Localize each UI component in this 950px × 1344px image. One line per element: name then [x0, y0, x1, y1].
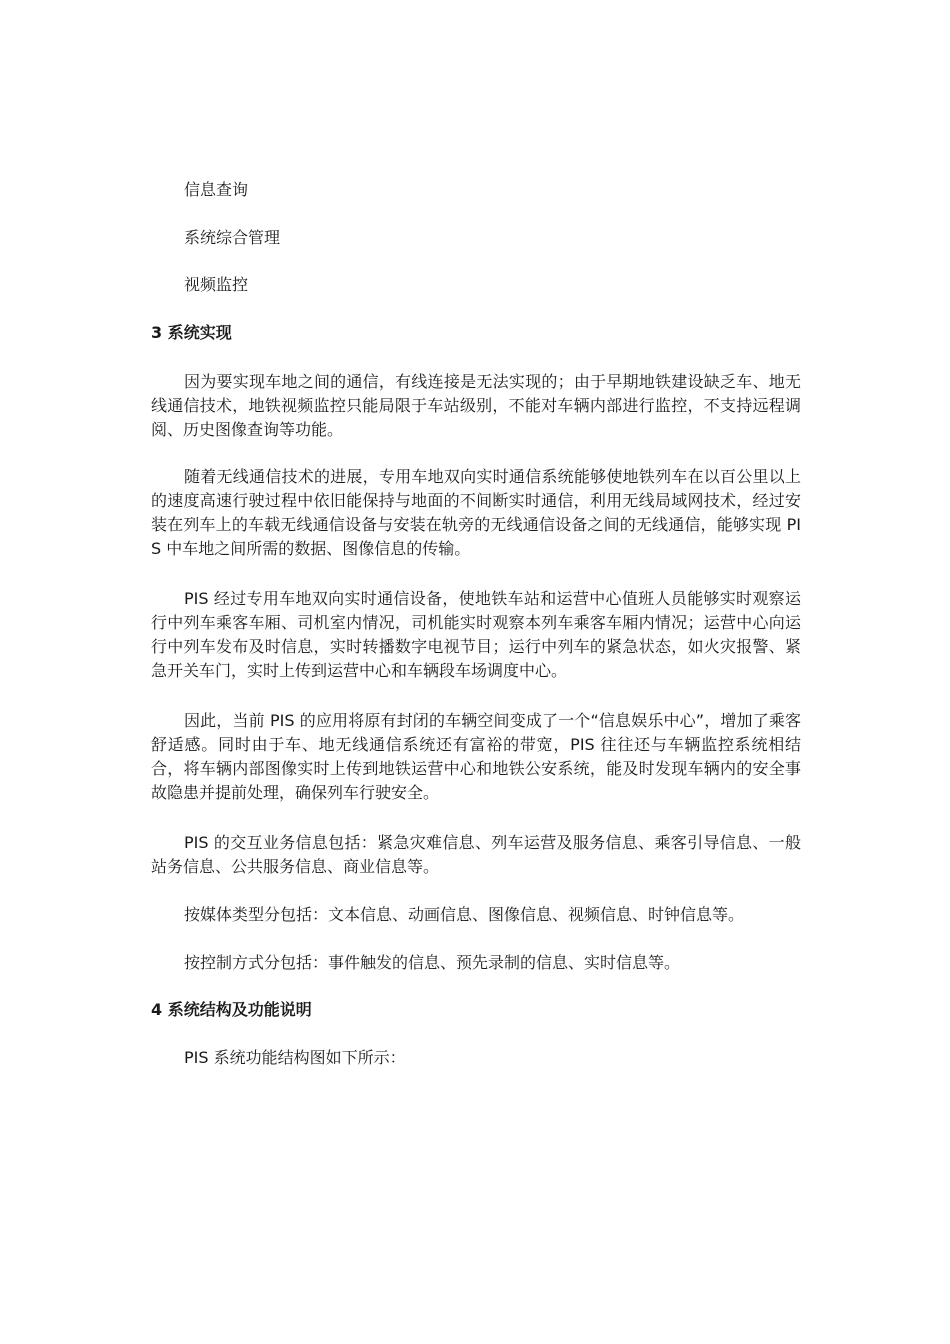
list-item-system-management: 系统综合管理	[184, 228, 281, 247]
section-4-heading: 4 系统结构及功能说明	[151, 1000, 312, 1019]
section-3-heading: 3 系统实现	[151, 323, 232, 342]
section-3-paragraph-2: 随着无线通信技术的进展，专用车地双向实时通信系统能够使地铁列车在以百公里以上的速度高速行驶过程中依旧能保持与地面的不间断实时通信，利用无线局域网技术，经过安装在列车上的车载无线通信设备与安装在轨旁的无线通信设备之间的无线通信，能够实现 PIS 中车地之间所需的数据、图像信息的传输。	[151, 467, 801, 558]
list-item-video-monitoring: 视频监控	[184, 275, 249, 294]
section-3-paragraph-4: 因此，当前 PIS 的应用将原有封闭的车辆空间变成了一个“信息娱乐中心”，增加了乘客舒适感。同时由于车、地无线通信系统还有富裕的带宽，PIS 往往还与车辆监控系统相结合，将车辆内部图像实时上传到地铁运营中心和地铁公安系统，能及时发现车辆内的安全事故隐患并提前处理，确保列车行驶安全。	[151, 711, 801, 802]
section-3-paragraph-6: 按媒体类型分包括：文本信息、动画信息、图像信息、视频信息、时钟信息等。	[184, 905, 745, 924]
section-3-paragraph-5: PIS 的交互业务信息包括：紧急灾难信息、列车运营及服务信息、乘客引导信息、一般站务信息、公共服务信息、商业信息等。	[151, 833, 801, 876]
section-3-paragraph-7: 按控制方式分包括：事件触发的信息、预先录制的信息、实时信息等。	[184, 953, 681, 972]
list-item-info-query: 信息查询	[184, 180, 249, 199]
section-4-paragraph-1: PIS 系统功能结构图如下所示：	[184, 1048, 406, 1067]
section-3-paragraph-1: 因为要实现车地之间的通信，有线连接是无法实现的；由于早期地铁建设缺乏车、地无线通信技术，地铁视频监控只能局限于车站级别，不能对车辆内部进行监控，不支持远程调阅、历史图像查询等功能。	[151, 372, 801, 439]
section-3-paragraph-3: PIS 经过专用车地双向实时通信设备，使地铁车站和运营中心值班人员能够实时观察运行中列车乘客车厢、司机室内情况，司机能实时观察本列车乘客车厢内情况；运营中心向运行中列车发布及时信息，实时转播数字电视节目；运行中列车的紧急状态，如火灾报警、紧急开关车门，实时上传到运营中心和车辆段车场调度中心。	[151, 589, 801, 680]
